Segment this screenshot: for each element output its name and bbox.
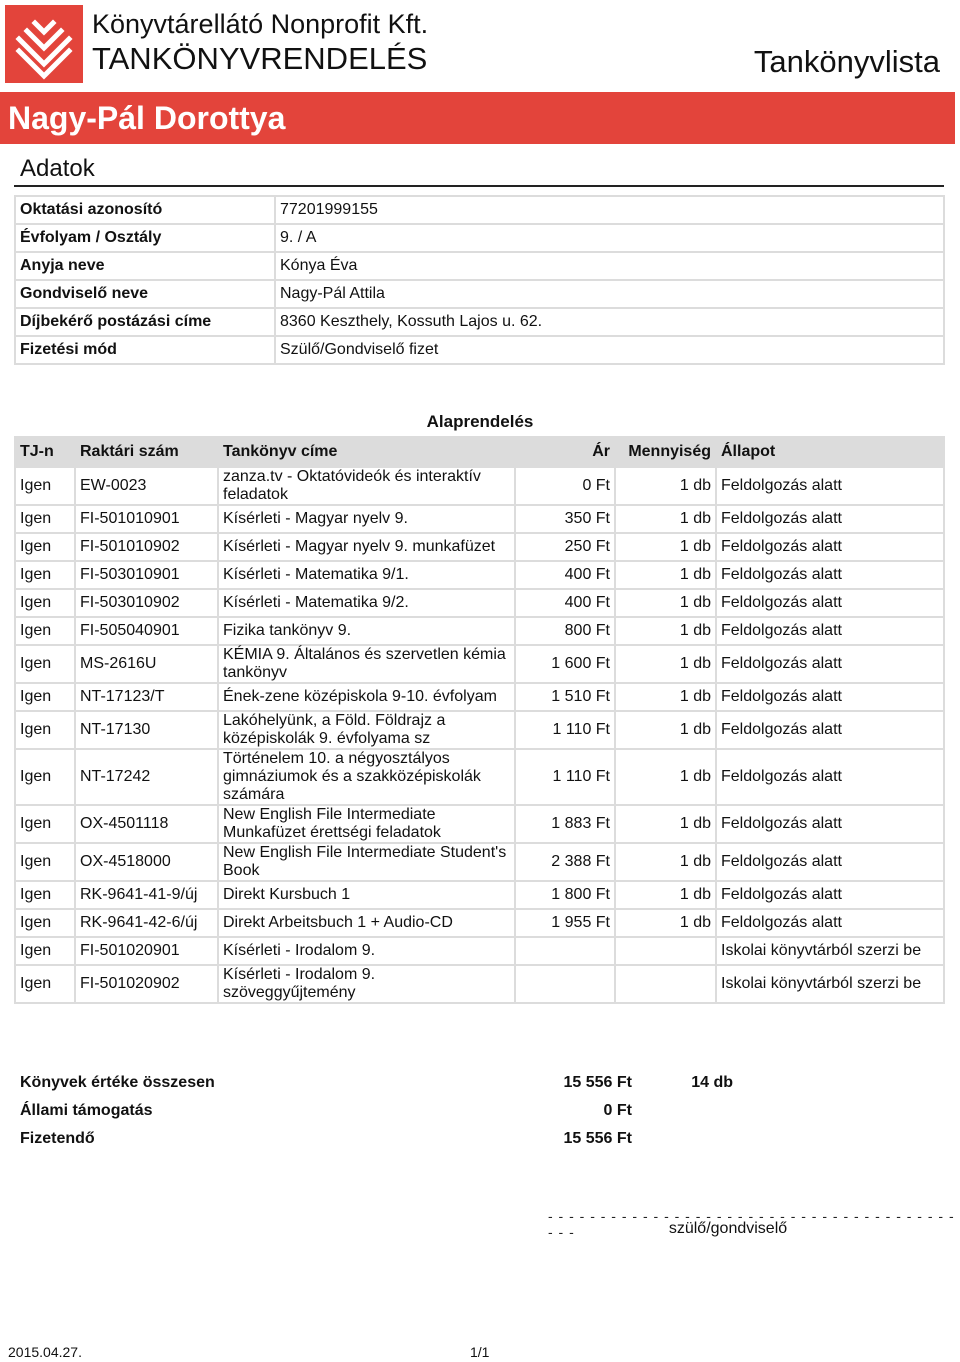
cell-code: FI-501020901 xyxy=(76,938,217,964)
column-header-qty: Mennyiség xyxy=(616,438,715,466)
cell-title: Direkt Arbeitsbuch 1 + Audio-CD xyxy=(219,910,514,936)
cell-qty xyxy=(616,966,715,1002)
cell-status: Feldolgozás alatt xyxy=(717,468,943,504)
cell-price: 1 883 Ft xyxy=(516,806,614,842)
cell-qty: 1 db xyxy=(616,712,715,748)
data-row-payment xyxy=(16,337,943,363)
cell-title: zanza.tv - Oktatóvideók és interaktív feladatok xyxy=(219,468,514,504)
total-label: Könyvek értéke összesen xyxy=(20,1074,215,1091)
cell-code: NT-17123/T xyxy=(76,684,217,710)
totals-table xyxy=(14,1068,945,1154)
data-value: Kónya Éva xyxy=(276,253,943,279)
cell-qty xyxy=(616,938,715,964)
cell-tjn: Igen xyxy=(16,938,74,964)
cell-qty: 1 db xyxy=(616,590,715,616)
table-row xyxy=(16,468,943,504)
cell-title: Kísérleti - Irodalom 9. szöveggyűjtemény xyxy=(219,966,514,1002)
column-header-price: Ár xyxy=(516,438,614,466)
cell-price: 2 388 Ft xyxy=(516,844,614,880)
signature-label: szülő/gondviselő xyxy=(668,1220,788,1237)
cell-tjn: Igen xyxy=(16,966,74,1002)
table-row xyxy=(16,966,943,1002)
cell-title: Kísérleti - Matematika 9/2. xyxy=(219,590,514,616)
cell-status: Feldolgozás alatt xyxy=(717,684,943,710)
book-order-table xyxy=(14,436,945,1004)
cell-code: EW-0023 xyxy=(76,468,217,504)
total-row-support xyxy=(16,1098,943,1124)
payable-label: Fizetendő xyxy=(20,1130,95,1147)
cell-code: FI-503010901 xyxy=(76,562,217,588)
cell-qty: 1 db xyxy=(616,684,715,710)
cell-qty: 1 db xyxy=(616,618,715,644)
cell-title: Ének-zene középiskola 9-10. évfolyam xyxy=(219,684,514,710)
cell-qty: 1 db xyxy=(616,506,715,532)
cell-status: Feldolgozás alatt xyxy=(717,750,943,804)
table-row xyxy=(16,646,943,682)
cell-title: Lakóhelyünk, a Föld. Földrajz a középiskolák 9. évfolyama sz xyxy=(219,712,514,748)
student-data-table xyxy=(14,195,945,365)
cell-price: 400 Ft xyxy=(516,590,614,616)
logo-mark-icon xyxy=(5,5,83,83)
data-row-id xyxy=(16,197,943,223)
cell-tjn: Igen xyxy=(16,750,74,804)
data-label: Anyja neve xyxy=(16,253,274,279)
cell-price: 1 955 Ft xyxy=(516,910,614,936)
cell-code: FI-501010901 xyxy=(76,506,217,532)
cell-price: 800 Ft xyxy=(516,618,614,644)
table-row xyxy=(16,882,943,908)
cell-price: 350 Ft xyxy=(516,506,614,532)
cell-title: KÉMIA 9. Általános és szervetlen kémia tankönyv xyxy=(219,646,514,682)
cell-price: 1 510 Ft xyxy=(516,684,614,710)
table-row xyxy=(16,712,943,748)
support-label: Állami támogatás xyxy=(20,1102,153,1119)
cell-tjn: Igen xyxy=(16,506,74,532)
cell-tjn: Igen xyxy=(16,844,74,880)
cell-qty: 1 db xyxy=(616,844,715,880)
cell-title: Direkt Kursbuch 1 xyxy=(219,882,514,908)
cell-code: FI-501010902 xyxy=(76,534,217,560)
company-logo xyxy=(5,5,83,83)
cell-qty: 1 db xyxy=(616,910,715,936)
cell-status: Feldolgozás alatt xyxy=(717,844,943,880)
cell-qty: 1 db xyxy=(616,750,715,804)
cell-title: Kísérleti - Matematika 9/1. xyxy=(219,562,514,588)
cell-status: Feldolgozás alatt xyxy=(717,646,943,682)
cell-status: Feldolgozás alatt xyxy=(717,882,943,908)
table-row xyxy=(16,750,943,804)
cell-qty: 1 db xyxy=(616,534,715,560)
table-row xyxy=(16,910,943,936)
cell-status: Feldolgozás alatt xyxy=(717,506,943,532)
data-row-guardian xyxy=(16,281,943,307)
data-label: Fizetési mód xyxy=(16,337,274,363)
page-number: 1/1 xyxy=(470,1344,490,1360)
table-header-row xyxy=(16,438,943,466)
cell-tjn: Igen xyxy=(16,646,74,682)
cell-tjn: Igen xyxy=(16,882,74,908)
data-label: Évfolyam / Osztály xyxy=(16,225,274,251)
student-name-bar xyxy=(0,92,955,144)
cell-title: New English File Intermediate Munkafüzet érettségi feladatok xyxy=(219,806,514,842)
data-value: Szülő/Gondviselő fizet xyxy=(276,337,943,363)
cell-code: FI-505040901 xyxy=(76,618,217,644)
cell-title: Fizika tankönyv 9. xyxy=(219,618,514,644)
cell-tjn: Igen xyxy=(16,562,74,588)
cell-price: 250 Ft xyxy=(516,534,614,560)
total-qty: 14 db xyxy=(691,1074,733,1091)
cell-tjn: Igen xyxy=(16,712,74,748)
column-header-title: Tankönyv címe xyxy=(219,438,514,466)
total-row-books xyxy=(16,1070,943,1096)
cell-qty: 1 db xyxy=(616,882,715,908)
cell-status: Feldolgozás alatt xyxy=(717,562,943,588)
cell-code: OX-4518000 xyxy=(76,844,217,880)
cell-qty: 1 db xyxy=(616,468,715,504)
total-row-payable xyxy=(16,1126,943,1152)
cell-price: 1 110 Ft xyxy=(516,712,614,748)
cell-tjn: Igen xyxy=(16,910,74,936)
cell-price xyxy=(516,938,614,964)
data-value: 9. / A xyxy=(276,225,943,251)
table-row xyxy=(16,618,943,644)
table-row xyxy=(16,590,943,616)
payable-value: 15 556 Ft xyxy=(563,1130,632,1147)
cell-code: MS-2616U xyxy=(76,646,217,682)
cell-price: 400 Ft xyxy=(516,562,614,588)
data-label: Gondviselő neve xyxy=(16,281,274,307)
student-name: Nagy-Pál Dorottya xyxy=(8,100,286,136)
data-row-mother xyxy=(16,253,943,279)
cell-status: Iskolai könyvtárból szerzi be xyxy=(717,966,943,1002)
data-value: Nagy-Pál Attila xyxy=(276,281,943,307)
cell-tjn: Igen xyxy=(16,618,74,644)
org-name-line: Könyvtárellátó Nonprofit Kft. xyxy=(92,9,429,39)
document-type: TANKÖNYVRENDELÉS xyxy=(92,41,428,76)
table-row xyxy=(16,806,943,842)
cell-price: 1 110 Ft xyxy=(516,750,614,804)
column-header-status: Állapot xyxy=(717,438,943,466)
cell-title: Történelem 10. a négyosztályos gimnáziumok és a szakközépiskolák számára xyxy=(219,750,514,804)
cell-price xyxy=(516,966,614,1002)
cell-price: 1 800 Ft xyxy=(516,882,614,908)
cell-tjn: Igen xyxy=(16,590,74,616)
cell-code: OX-4501118 xyxy=(76,806,217,842)
cell-status: Iskolai könyvtárból szerzi be xyxy=(717,938,943,964)
cell-title: Kísérleti - Irodalom 9. xyxy=(219,938,514,964)
data-value: 8360 Keszthely, Kossuth Lajos u. 62. xyxy=(276,309,943,335)
cell-title: Kísérleti - Magyar nyelv 9. munkafüzet xyxy=(219,534,514,560)
cell-code: RK-9641-41-9/új xyxy=(76,882,217,908)
cell-code: FI-501020902 xyxy=(76,966,217,1002)
organization-name xyxy=(92,8,428,77)
cell-title: Kísérleti - Magyar nyelv 9. xyxy=(219,506,514,532)
cell-code: NT-17130 xyxy=(76,712,217,748)
section-title-adatok: Adatok xyxy=(20,155,95,182)
support-value: 0 Ft xyxy=(603,1102,632,1119)
cell-price: 1 600 Ft xyxy=(516,646,614,682)
signature-line: - - - - - - - - - - - - - - - - - - - - - - - - - - - - - - - - - - - - - - - - - - xyxy=(548,1208,955,1240)
order-section-title: Alaprendelés xyxy=(426,412,534,431)
table-row xyxy=(16,938,943,964)
cell-status: Feldolgozás alatt xyxy=(717,712,943,748)
cell-status: Feldolgozás alatt xyxy=(717,618,943,644)
cell-tjn: Igen xyxy=(16,806,74,842)
cell-tjn: Igen xyxy=(16,534,74,560)
data-label: Díjbekérő postázási címe xyxy=(16,309,274,335)
cell-price: 0 Ft xyxy=(516,468,614,504)
data-row-grade xyxy=(16,225,943,251)
column-header-tjn: TJ-n xyxy=(16,438,74,466)
total-value: 15 556 Ft xyxy=(563,1074,632,1091)
section-divider xyxy=(14,185,944,187)
cell-qty: 1 db xyxy=(616,562,715,588)
document-title: Tankönyvlista xyxy=(753,44,940,79)
table-row xyxy=(16,506,943,532)
cell-code: RK-9641-42-6/új xyxy=(76,910,217,936)
cell-code: NT-17242 xyxy=(76,750,217,804)
cell-tjn: Igen xyxy=(16,468,74,504)
data-label: Oktatási azonosító xyxy=(16,197,274,223)
cell-status: Feldolgozás alatt xyxy=(717,806,943,842)
cell-code: FI-503010902 xyxy=(76,590,217,616)
cell-tjn: Igen xyxy=(16,684,74,710)
cell-status: Feldolgozás alatt xyxy=(717,534,943,560)
table-row xyxy=(16,562,943,588)
cell-qty: 1 db xyxy=(616,646,715,682)
column-header-code: Raktári szám xyxy=(76,438,217,466)
data-row-address xyxy=(16,309,943,335)
table-row xyxy=(16,534,943,560)
footer-date: 2015.04.27. xyxy=(8,1344,82,1360)
cell-qty: 1 db xyxy=(616,806,715,842)
data-value: 77201999155 xyxy=(276,197,943,223)
cell-status: Feldolgozás alatt xyxy=(717,590,943,616)
cell-status: Feldolgozás alatt xyxy=(717,910,943,936)
cell-title: New English File Intermediate Student's Book xyxy=(219,844,514,880)
table-row xyxy=(16,684,943,710)
table-row xyxy=(16,844,943,880)
